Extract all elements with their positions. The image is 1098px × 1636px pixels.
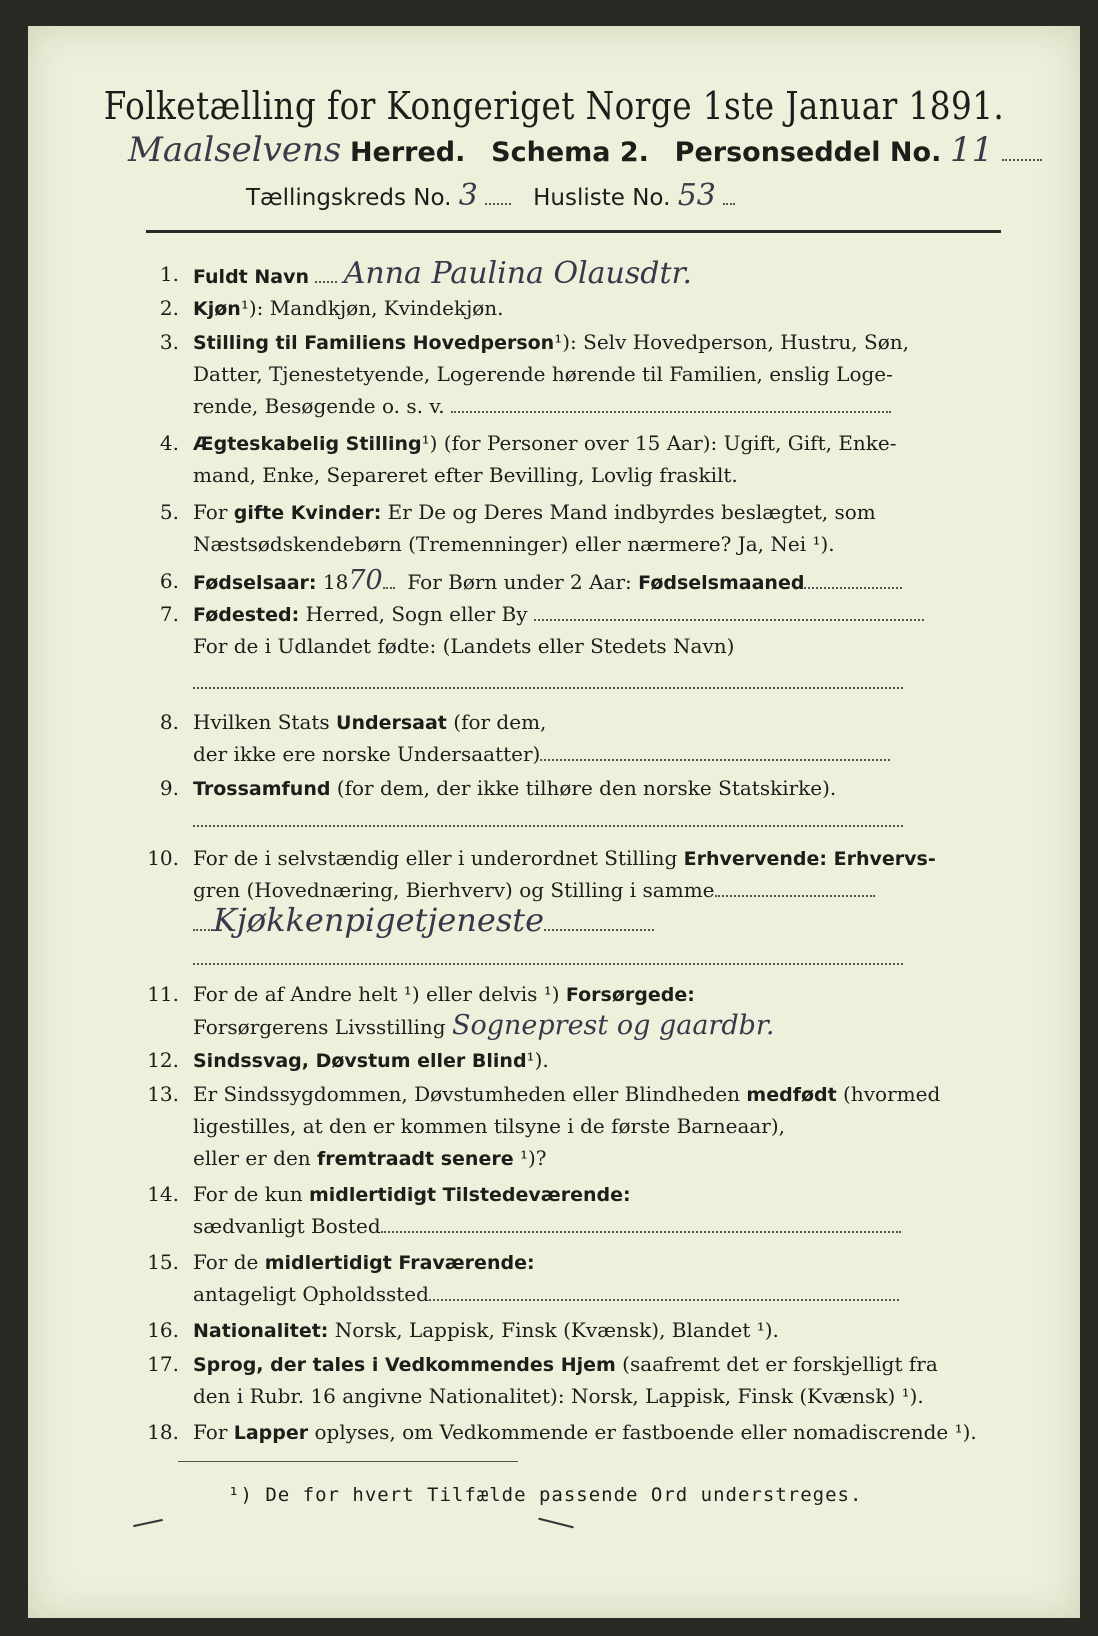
item-label: Fødselsmaaned — [638, 572, 805, 594]
item-text: (for dem, — [446, 710, 547, 734]
item-number: 11. — [147, 982, 179, 1006]
item-text: For de af Andre helt ¹) eller delvis ¹) — [193, 982, 566, 1006]
item-number: 14. — [147, 1182, 179, 1206]
item-label: Nationalitet: — [193, 1320, 329, 1342]
item-text: ¹) (for Personer over 15 Aar): Ugift, Gift, Enke- — [421, 431, 897, 455]
personseddel-label: Personseddel No. — [674, 137, 942, 168]
item-label: Ægteskabelig Stilling — [193, 433, 422, 455]
item-label: Sprog, der tales i Vedkommendes Hjem — [193, 1354, 616, 1376]
pen-mark — [538, 1518, 573, 1529]
item-number: 9. — [159, 776, 179, 800]
item-label: fremtraadt senere — [317, 1148, 514, 1170]
item-11-line-2 — [193, 1010, 1013, 1043]
item-label: Lapper — [233, 1422, 309, 1444]
item-number: 7. — [159, 602, 179, 626]
item-text: Forsørgerens Livsstilling — [193, 1015, 446, 1039]
occupation-value: Kjøkkenpigetjeneste — [213, 901, 545, 939]
item-text: oplyses, om Vedkommende er fastboende eller nomadiscrende ¹). — [308, 1420, 977, 1444]
item-10-blank-line — [193, 942, 1013, 974]
item-text: For de kun — [193, 1182, 309, 1206]
kreds-label: Tællingskreds No. — [246, 185, 452, 211]
item-text: ¹): Mandkjøn, Kvindekjøn. — [240, 296, 504, 320]
item-label: Forsørgede: — [565, 984, 695, 1006]
item-8-line-2 — [193, 738, 1013, 770]
item-number: 6. — [159, 569, 179, 593]
item-label: Stilling til Familiens Hovedperson — [193, 332, 555, 354]
item-7-blank-line — [193, 666, 1013, 698]
item-label: Erhvervende: Erhvervs- — [683, 848, 936, 870]
form-title: Folketælling for Kongeriget Norge 1ste Januar 1891. — [103, 84, 1005, 128]
item-label: midlertidigt Fraværende: — [264, 1252, 535, 1274]
census-form-sheet — [28, 26, 1080, 1618]
item-13-line-3 — [193, 1142, 1013, 1175]
item-text: For Børn under 2 Aar: — [407, 570, 632, 594]
item-text: antageligt Opholdssted — [193, 1282, 429, 1306]
item-label: Fødselsaar: — [193, 572, 317, 594]
item-7-line-2: For de i Udlandet fødte: (Landets eller Stedets Navn) — [193, 634, 735, 658]
item-number: 12. — [147, 1048, 179, 1072]
header-line-1 — [128, 130, 1042, 170]
personseddel-number: 11 — [949, 130, 994, 170]
pen-mark — [133, 1519, 163, 1527]
item-number: 5. — [159, 500, 179, 524]
item-5-line-2: Næstsødskendebørn (Tremenninger) eller nærmere? Ja, Nei ¹). — [193, 532, 835, 556]
item-number: 1. — [159, 262, 179, 286]
husliste-number: 53 — [677, 178, 716, 213]
item-label: midlertidigt Tilstedeværende: — [308, 1184, 631, 1206]
item-text: ¹). — [526, 1048, 549, 1072]
schema-label: Schema 2. — [491, 137, 649, 168]
birth-year-value: 70 — [348, 565, 383, 596]
item-number: 8. — [159, 710, 179, 734]
item-4-line-2: mand, Enke, Separeret efter Bevilling, Lovlig fraskilt. — [193, 463, 738, 487]
item-label: gifte Kvinder: — [233, 502, 382, 524]
item-text: rende, Besøgende o. s. v. — [193, 394, 445, 418]
item-number: 17. — [147, 1352, 179, 1376]
item-text: ¹)? — [513, 1146, 547, 1170]
item-label: Fuldt Navn — [193, 266, 310, 288]
item-number: 3. — [159, 330, 179, 354]
item-number: 2. — [159, 296, 179, 320]
item-text: der ikke ere norske Undersaatter) — [193, 742, 541, 766]
header-line-2 — [246, 178, 735, 213]
item-number: 16. — [147, 1318, 179, 1342]
year-prefix: 18 — [322, 570, 349, 594]
municipality-handwritten: Maalselvens — [128, 130, 342, 170]
item-number: 4. — [159, 431, 179, 455]
item-text: (for dem, der ikke tilhøre den norske Statskirke). — [330, 776, 837, 800]
item-15-line-2 — [193, 1278, 1013, 1310]
item-label: Trossamfund — [193, 778, 331, 800]
item-text: Er Sindssygdommen, Døvstumheden eller Blindheden — [193, 1082, 747, 1106]
item-text: For de — [193, 1250, 265, 1274]
item-text: For de i selvstændig eller i underordnet Stilling — [193, 846, 684, 870]
husliste-label: Husliste No. — [533, 185, 671, 211]
provider-occupation-value: Sogneprest og gaardbr. — [451, 1010, 775, 1041]
item-label: Sindssvag, Døvstum eller Blind — [193, 1050, 527, 1072]
item-number: 15. — [147, 1250, 179, 1274]
item-text: gren (Hovednæring, Bierhverv) og Stilling i samme — [193, 878, 715, 902]
item-label: medfødt — [746, 1084, 837, 1106]
item-text: Hvilken Stats — [193, 710, 337, 734]
item-14-line-2 — [193, 1210, 1013, 1242]
item-label: Kjøn — [193, 298, 241, 320]
footnote: ¹) De for hvert Tilfælde passende Ord understreges. — [228, 1484, 863, 1506]
item-text: (saafremt det er forskjelligt fra — [615, 1352, 938, 1376]
item-9-blank-line — [193, 804, 1013, 836]
kreds-number: 3 — [458, 178, 478, 213]
item-text: Er De og Deres Mand indbyrdes beslægtet, som — [381, 500, 876, 524]
item-number: 18. — [147, 1420, 179, 1444]
item-text: sædvanligt Bosted — [193, 1214, 381, 1238]
full-name-value: Anna Paulina Olausdtr. — [343, 256, 693, 291]
item-number: 13. — [147, 1082, 179, 1106]
item-text: Norsk, Lappisk, Finsk (Kvænsk), Blandet ¹). — [328, 1318, 779, 1342]
item-3-line-3 — [193, 390, 1013, 422]
item-17-line-2: den i Rubr. 16 angivne Nationalitet): Norsk, Lappisk, Finsk (Kvænsk) ¹). — [193, 1384, 924, 1408]
item-number: 10. — [147, 846, 179, 870]
item-13-line-2: ligestilles, at den er kommen tilsyne i de første Barneaar), — [193, 1114, 786, 1138]
header-rule — [146, 230, 1001, 233]
item-text: For — [193, 1420, 234, 1444]
item-label: Undersaat — [336, 712, 447, 734]
item-text: (hvormed — [836, 1082, 941, 1106]
herred-label: Herred. — [349, 137, 466, 168]
footnote-rule — [178, 1461, 518, 1462]
item-text: ¹): Selv Hovedperson, Hustru, Søn, — [554, 330, 910, 354]
item-text: For — [193, 500, 234, 524]
item-10-value-line — [193, 901, 1013, 940]
item-text: eller er den — [193, 1146, 318, 1170]
item-3-line-2: Datter, Tjenestetyende, Logerende hørende til Familien, enslig Loge- — [193, 362, 893, 386]
item-text: Herred, Sogn eller By — [299, 602, 528, 626]
item-label: Fødested: — [193, 604, 300, 626]
